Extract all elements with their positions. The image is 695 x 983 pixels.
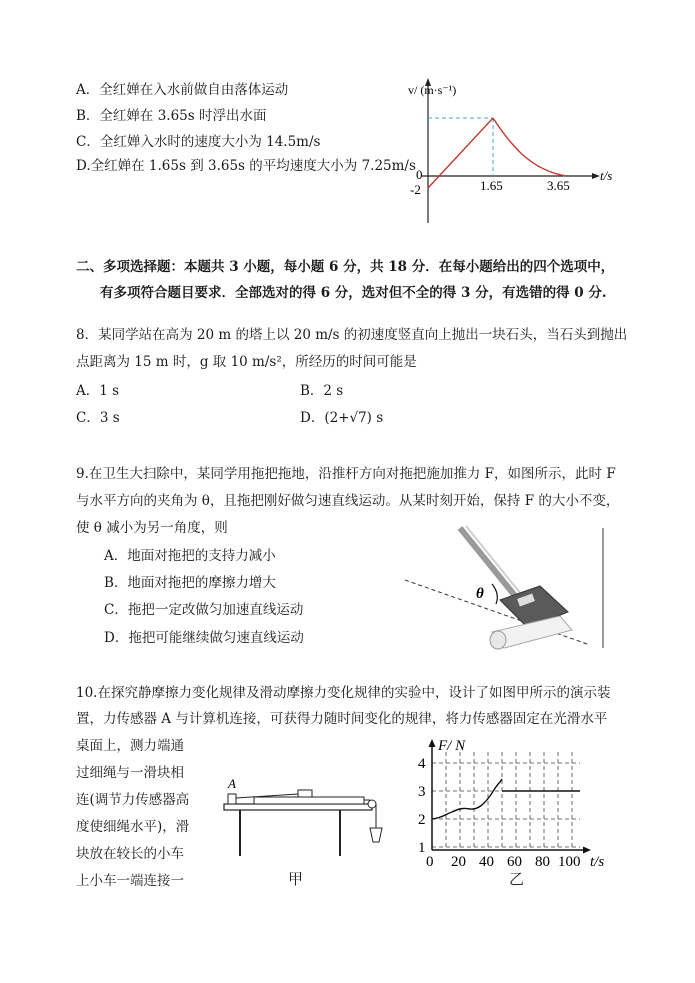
q8-line2: 点距离为 15 m 时，g 取 10 m/s²，所经历的时间可能是	[76, 354, 417, 370]
q9-option-b: B．地面对拖把的摩擦力增大	[104, 575, 276, 591]
q10-line2: 置，力传感器 A 与计算机连接，可获得力随时间变化的规律，将力传感器固定在光滑水平	[76, 711, 608, 727]
q9-line1: 9.在卫生大扫除中，某同学用拖把拖地，沿推杆方向对拖把施加推力 F，如图所示，此时 F	[76, 466, 616, 482]
q10-left-line-1: 桌面上，测力端通	[76, 738, 184, 754]
q7-y-label: v/ (m·s⁻¹)	[408, 83, 457, 97]
q10-x-tick-0: 0	[426, 854, 434, 870]
q10-apparatus-figure	[210, 772, 385, 862]
q9-option-c: C．拖把一定改做匀加速直线运动	[104, 602, 304, 618]
q10-slider-block	[298, 790, 312, 797]
q10-y-tick-1: 1	[418, 840, 426, 856]
q10-left-line-3: 连(调节力传感器高	[76, 792, 190, 808]
q10-line1: 10.在探究静摩擦力变化规律及滑动摩擦力变化规律的实验中，设计了如图甲所示的演示装	[76, 685, 611, 701]
q10-left-line-4: 度使细绳水平)，滑	[76, 819, 190, 835]
q9-mop-figure	[400, 520, 615, 655]
q9-option-a: A．地面对拖把的支持力减小	[104, 548, 276, 564]
q8-option-c: C．3 s	[76, 410, 120, 426]
q7-decay-curve	[493, 118, 566, 176]
q10-grid	[432, 752, 580, 847]
q10-pulley	[368, 800, 376, 808]
q7-vt-graph	[400, 78, 620, 230]
q9-line2: 与水平方向的夹角为 θ，且拖把刚好做匀速直线运动。从某时刻开始，保持 F 的大小不变，	[76, 493, 620, 509]
q9-mop-handle-edge	[466, 526, 525, 599]
q10-y-label: F/ N	[438, 738, 466, 754]
section2-line2: 有多项符合题目要求．全部选对的得 6 分，选对但不全的得 3 分，有选错的得 0 分.	[100, 285, 607, 301]
q10-fig-jia-label: 甲	[288, 870, 304, 888]
q7-option-a: A．全红婵在入水前做自由落体运动	[76, 82, 289, 98]
q10-left-line-5: 块放在较长的小车	[76, 846, 184, 862]
q10-sensor-label-a: A	[228, 776, 236, 791]
q10-cart	[254, 797, 364, 804]
q9-mop-roller-end	[490, 631, 506, 649]
q10-left-line-6: 上小车一端连接一	[76, 873, 184, 889]
q10-y-arrow	[429, 739, 436, 747]
q7-option-b: B．全红婵在 3.65s 时浮出水面	[76, 108, 267, 124]
q8-option-b: B．2 s	[300, 383, 344, 399]
q9-line3: 使 θ 减小为另一角度，则	[76, 520, 228, 536]
q7-x-tick-2: 3.65	[547, 178, 570, 193]
q8-line1: 8．某同学站在高为 20 m 的塔上以 20 m/s 的初速度竖直向上抛出一块石头，当石头到抛出	[76, 327, 628, 343]
q9-angle-label: θ	[476, 586, 484, 602]
q10-x-tick-40: 40	[479, 854, 494, 870]
q10-x-label: t/s	[590, 854, 605, 870]
q10-left-line-2: 过细绳与一滑块相	[76, 765, 184, 781]
q10-y-tick-2: 2	[418, 812, 426, 828]
q10-force-curve	[432, 779, 502, 819]
q10-ft-chart	[412, 738, 617, 878]
q10-x-tick-100: 100	[558, 854, 581, 870]
q9-angle-arc	[492, 584, 497, 604]
q7-option-d: D.全红婵在 1.65s 到 3.65s 的平均速度大小为 7.25m/s	[76, 158, 416, 174]
q10-x-tick-60: 60	[507, 854, 522, 870]
q7-x-label: t/s	[600, 168, 613, 183]
q7-origin-label: 0	[416, 167, 423, 182]
q10-x-tick-80: 80	[535, 854, 550, 870]
q7-x-tick-1: 1.65	[480, 178, 503, 193]
section2-line1: 二、多项选择题：本题共 3 小题，每小题 6 分，共 18 分．在每小题给出的四个选项中，	[76, 259, 615, 275]
q10-x-tick-20: 20	[451, 854, 466, 870]
q7-option-c: C．全红婵入水时的速度大小为 14.5m/s	[76, 134, 321, 150]
q9-mop-handle	[460, 528, 520, 602]
q10-table-top	[224, 804, 372, 810]
q10-y-tick-4: 4	[418, 756, 426, 772]
q10-x-arrow	[583, 847, 591, 854]
q10-weight	[370, 828, 382, 842]
q8-option-d: D．(2+√7) s	[300, 410, 384, 426]
q10-y-tick-3: 3	[418, 784, 426, 800]
q10-fig-yi-label: 乙	[509, 870, 525, 888]
q9-option-d: D．拖把可能继续做匀速直线运动	[104, 630, 304, 646]
q7-x-arrow	[592, 173, 600, 179]
q10-force-sensor	[228, 794, 236, 804]
q7-y-neg-label: -2	[410, 182, 421, 197]
q8-option-a: A．1 s	[76, 383, 120, 399]
